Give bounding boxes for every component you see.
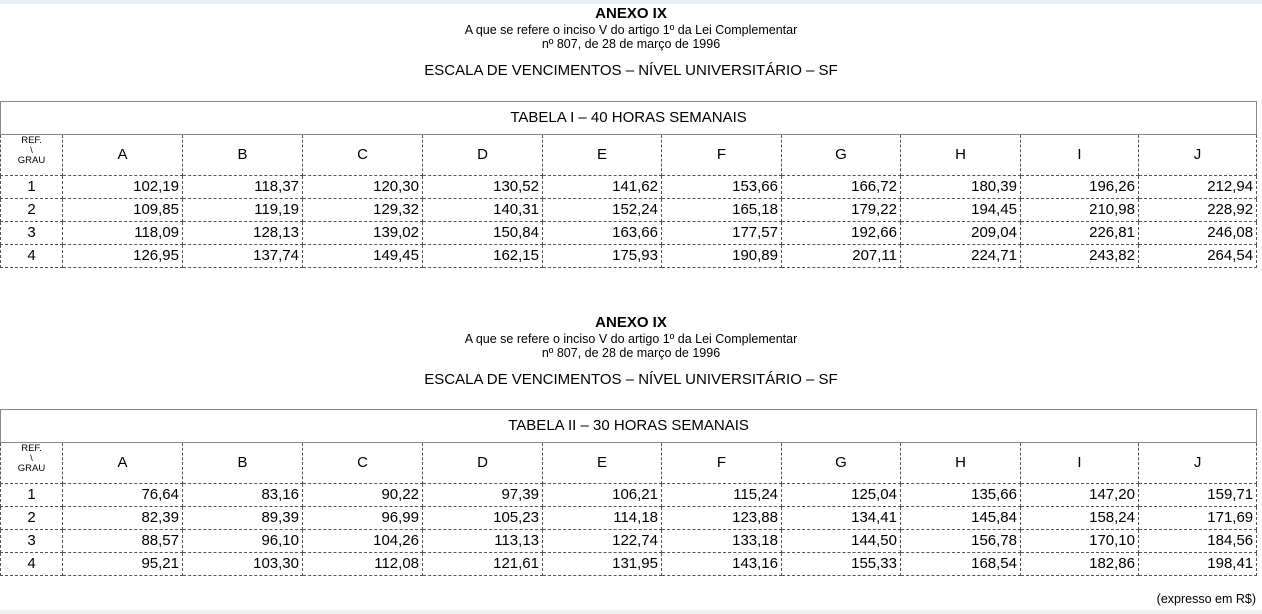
value-cell: 104,26 xyxy=(303,530,423,553)
table-row xyxy=(1,176,1257,199)
value-cell: 134,41 xyxy=(782,507,901,530)
table-title: TABELA II – 30 HORAS SEMANAIS xyxy=(1,410,1257,443)
value-cell: 182,86 xyxy=(1021,553,1139,576)
value-cell: 95,21 xyxy=(63,553,183,576)
value-cell: 122,74 xyxy=(543,530,662,553)
value-cell: 179,22 xyxy=(782,199,901,222)
table-row xyxy=(1,484,1257,507)
value-cell: 175,93 xyxy=(543,245,662,268)
currency-note: (expresso em R$) xyxy=(1156,592,1256,606)
column-header: D xyxy=(423,443,543,484)
value-cell: 118,37 xyxy=(183,176,303,199)
value-cell: 89,39 xyxy=(183,507,303,530)
value-cell: 125,04 xyxy=(782,484,901,507)
bottom-border-strip xyxy=(0,610,1262,614)
section-heading xyxy=(0,314,1262,389)
value-cell: 143,16 xyxy=(662,553,782,576)
value-cell: 97,39 xyxy=(423,484,543,507)
value-cell: 133,18 xyxy=(662,530,782,553)
value-cell: 113,13 xyxy=(423,530,543,553)
column-header: F xyxy=(662,443,782,484)
column-header: C xyxy=(303,443,423,484)
value-cell: 96,99 xyxy=(303,507,423,530)
value-cell: 152,24 xyxy=(543,199,662,222)
salary-scale-title: ESCALA DE VENCIMENTOS – NÍVEL UNIVERSITÁRIO – SF xyxy=(424,62,838,79)
column-header: H xyxy=(901,443,1021,484)
ref-label: REF. xyxy=(21,443,42,454)
value-cell: 264,54 xyxy=(1139,245,1257,268)
value-cell: 150,84 xyxy=(423,222,543,245)
anexo-title: ANEXO IX xyxy=(595,5,667,22)
value-cell: 228,92 xyxy=(1139,199,1257,222)
value-cell: 210,98 xyxy=(1021,199,1139,222)
table-title: TABELA I – 40 HORAS SEMANAIS xyxy=(1,102,1257,135)
value-cell: 131,95 xyxy=(543,553,662,576)
column-header: A xyxy=(63,443,183,484)
top-border-strip xyxy=(0,0,1262,4)
column-header: J xyxy=(1139,135,1257,176)
value-cell: 155,33 xyxy=(782,553,901,576)
value-cell: 109,85 xyxy=(63,199,183,222)
column-header: C xyxy=(303,135,423,176)
legal-reference-line-1: A que se refere o inciso V do artigo 1º da Lei Complementar xyxy=(464,23,798,37)
value-cell: 184,56 xyxy=(1139,530,1257,553)
value-cell: 137,74 xyxy=(183,245,303,268)
value-cell: 114,18 xyxy=(543,507,662,530)
legal-reference-line-2: nº 807, de 28 de março de 1996 xyxy=(541,37,721,51)
table-header-row xyxy=(1,443,1257,484)
value-cell: 156,78 xyxy=(901,530,1021,553)
grau-cell: 4 xyxy=(1,245,63,268)
section-heading xyxy=(0,5,1262,80)
column-header: G xyxy=(782,135,901,176)
ref-separator: \ xyxy=(30,145,33,156)
value-cell: 123,88 xyxy=(662,507,782,530)
value-cell: 180,39 xyxy=(901,176,1021,199)
section-tabela-1 xyxy=(0,5,1262,264)
grau-cell: 1 xyxy=(1,484,63,507)
column-header: E xyxy=(543,135,662,176)
column-header: I xyxy=(1021,443,1139,484)
column-header: E xyxy=(543,443,662,484)
value-cell: 162,15 xyxy=(423,245,543,268)
column-header: I xyxy=(1021,135,1139,176)
value-cell: 170,10 xyxy=(1021,530,1139,553)
value-cell: 102,19 xyxy=(63,176,183,199)
grau-label: GRAU xyxy=(17,155,46,166)
value-cell: 82,39 xyxy=(63,507,183,530)
table-row xyxy=(1,530,1257,553)
legal-reference-line-2: nº 807, de 28 de março de 1996 xyxy=(541,346,721,360)
value-cell: 76,64 xyxy=(63,484,183,507)
value-cell: 145,84 xyxy=(901,507,1021,530)
column-header: A xyxy=(63,135,183,176)
column-header: F xyxy=(662,135,782,176)
column-header: D xyxy=(423,135,543,176)
column-header: B xyxy=(183,135,303,176)
grau-cell: 2 xyxy=(1,507,63,530)
grau-cell: 3 xyxy=(1,530,63,553)
anexo-title: ANEXO IX xyxy=(595,314,667,331)
column-header: J xyxy=(1139,443,1257,484)
column-header: H xyxy=(901,135,1021,176)
value-cell: 135,66 xyxy=(901,484,1021,507)
value-cell: 243,82 xyxy=(1021,245,1139,268)
ref-grau-header xyxy=(1,135,63,176)
ref-separator: \ xyxy=(30,453,33,464)
value-cell: 168,54 xyxy=(901,553,1021,576)
grau-cell: 4 xyxy=(1,553,63,576)
value-cell: 121,61 xyxy=(423,553,543,576)
value-cell: 163,66 xyxy=(543,222,662,245)
salary-scale-title: ESCALA DE VENCIMENTOS – NÍVEL UNIVERSITÁRIO – SF xyxy=(424,371,838,388)
value-cell: 196,26 xyxy=(1021,176,1139,199)
grau-cell: 2 xyxy=(1,199,63,222)
ref-label: REF. xyxy=(21,135,42,146)
salary-table xyxy=(0,409,1257,576)
value-cell: 103,30 xyxy=(183,553,303,576)
value-cell: 112,08 xyxy=(303,553,423,576)
value-cell: 209,04 xyxy=(901,222,1021,245)
table-header-row xyxy=(1,135,1257,176)
value-cell: 130,52 xyxy=(423,176,543,199)
value-cell: 212,94 xyxy=(1139,176,1257,199)
value-cell: 149,45 xyxy=(303,245,423,268)
value-cell: 194,45 xyxy=(901,199,1021,222)
value-cell: 126,95 xyxy=(63,245,183,268)
value-cell: 128,13 xyxy=(183,222,303,245)
grau-label: GRAU xyxy=(17,463,46,474)
value-cell: 90,22 xyxy=(303,484,423,507)
value-cell: 177,57 xyxy=(662,222,782,245)
value-cell: 198,41 xyxy=(1139,553,1257,576)
column-header: B xyxy=(183,443,303,484)
value-cell: 190,89 xyxy=(662,245,782,268)
value-cell: 224,71 xyxy=(901,245,1021,268)
value-cell: 140,31 xyxy=(423,199,543,222)
value-cell: 192,66 xyxy=(782,222,901,245)
legal-reference-line-1: A que se refere o inciso V do artigo 1º da Lei Complementar xyxy=(464,332,798,346)
grau-cell: 1 xyxy=(1,176,63,199)
value-cell: 115,24 xyxy=(662,484,782,507)
value-cell: 106,21 xyxy=(543,484,662,507)
value-cell: 246,08 xyxy=(1139,222,1257,245)
salary-table xyxy=(0,101,1257,268)
value-cell: 141,62 xyxy=(543,176,662,199)
value-cell: 144,50 xyxy=(782,530,901,553)
grau-cell: 3 xyxy=(1,222,63,245)
value-cell: 153,66 xyxy=(662,176,782,199)
value-cell: 118,09 xyxy=(63,222,183,245)
value-cell: 171,69 xyxy=(1139,507,1257,530)
table-row xyxy=(1,199,1257,222)
value-cell: 166,72 xyxy=(782,176,901,199)
value-cell: 139,02 xyxy=(303,222,423,245)
value-cell: 120,30 xyxy=(303,176,423,199)
section-tabela-2 xyxy=(0,314,1262,572)
value-cell: 159,71 xyxy=(1139,484,1257,507)
value-cell: 88,57 xyxy=(63,530,183,553)
value-cell: 129,32 xyxy=(303,199,423,222)
table-row xyxy=(1,245,1257,268)
value-cell: 83,16 xyxy=(183,484,303,507)
table-row xyxy=(1,553,1257,576)
value-cell: 96,10 xyxy=(183,530,303,553)
value-cell: 105,23 xyxy=(423,507,543,530)
ref-grau-header xyxy=(1,443,63,484)
value-cell: 147,20 xyxy=(1021,484,1139,507)
table-row xyxy=(1,222,1257,245)
column-header: G xyxy=(782,443,901,484)
value-cell: 226,81 xyxy=(1021,222,1139,245)
value-cell: 165,18 xyxy=(662,199,782,222)
value-cell: 207,11 xyxy=(782,245,901,268)
value-cell: 119,19 xyxy=(183,199,303,222)
table-row xyxy=(1,507,1257,530)
value-cell: 158,24 xyxy=(1021,507,1139,530)
